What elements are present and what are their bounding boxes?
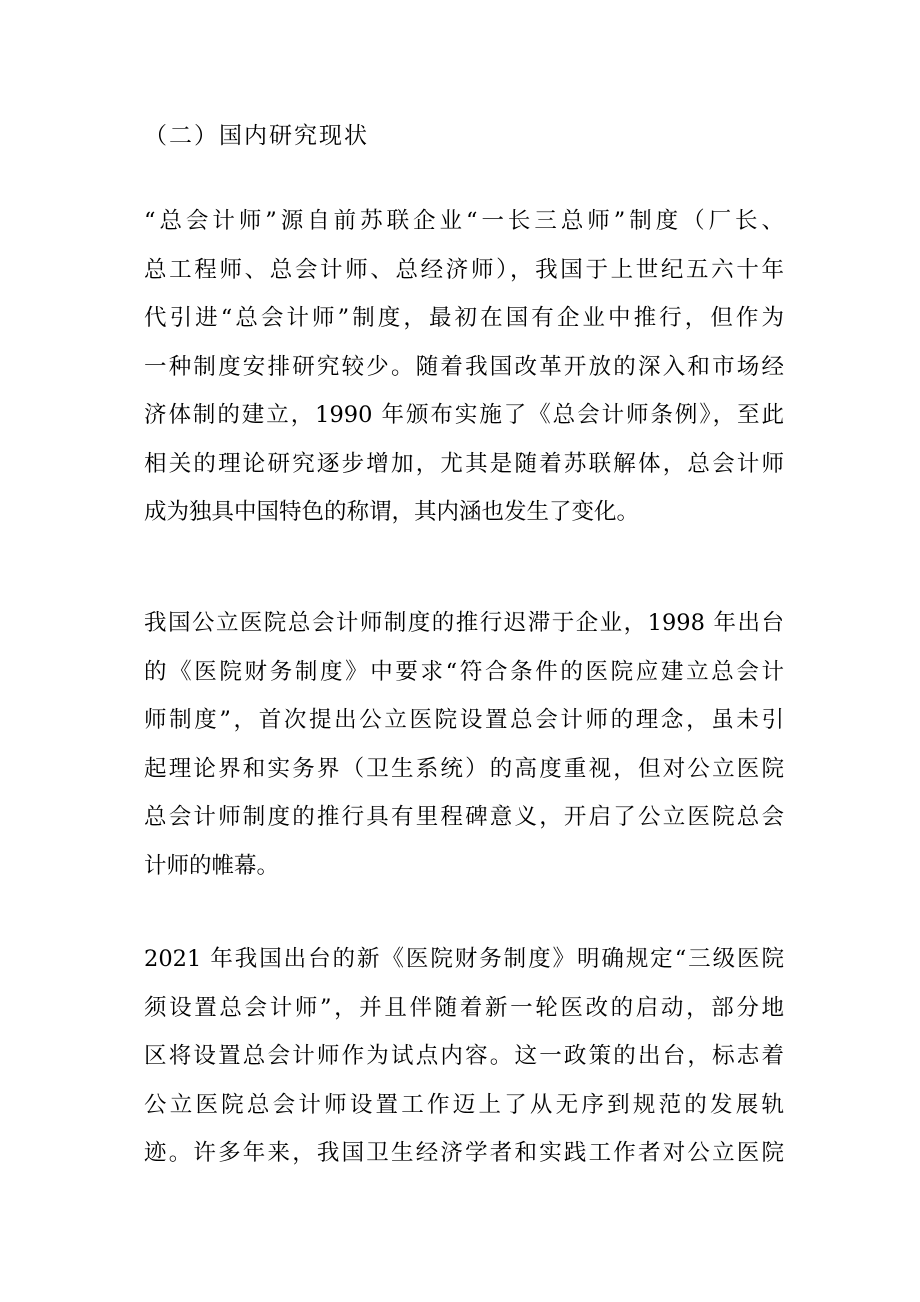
text-line: “总会计师”源自前苏联企业“一长三总师”制度（厂长、	[144, 208, 784, 234]
text-line: 成为独具中国特色的称谓，其内涵也发生了变化。	[144, 499, 640, 525]
text-line: 公立医院总会计师设置工作迈上了从无序到规范的发展轨	[144, 1091, 784, 1118]
text-line: 迹。许多年来，我国卫生经济学者和实践工作者对公立医院	[144, 1140, 784, 1166]
paragraph-chief-accountant-origin	[144, 197, 784, 537]
text-line: 的《医院财务制度》中要求“符合条件的医院应建立总会计	[144, 658, 784, 685]
text-line: 起理论界和实务界（卫生系统）的高度重视，但对公立医院	[144, 755, 784, 782]
text-line: 总会计师制度的推行具有里程碑意义，开启了公立医院总会	[144, 804, 784, 830]
text-line: 一种制度安排研究较少。随着我国改革开放的深入和市场经	[144, 353, 784, 380]
text-line: 须设置总会计师”，并且伴随着新一轮医改的启动，部分地	[144, 994, 784, 1021]
paragraph-hospital-system-2021	[144, 935, 784, 1178]
paragraph-hospital-system-1998	[144, 599, 784, 890]
text-line: 师制度”，首次提出公立医院设置总会计师的理念，虽未引	[144, 707, 784, 733]
text-line: 代引进“总会计师”制度，最初在国有企业中推行，但作为	[144, 305, 784, 331]
text-line: 相关的理论研究逐步增加，尤其是随着苏联解体，总会计师	[144, 450, 784, 477]
section-heading: （二）国内研究现状	[144, 123, 369, 149]
text-line: 计师的帷幕。	[144, 852, 280, 879]
text-line: 总工程师、总会计师、总经济师），我国于上世纪五六十年	[144, 256, 784, 283]
text-line: 2021 年我国出台的新《医院财务制度》明确规定“三级医院	[144, 946, 784, 972]
text-line: 济体制的建立，1990 年颁布实施了《总会计师条例》，至此	[144, 402, 784, 428]
text-line: 我国公立医院总会计师制度的推行迟滞于企业，1998 年出台	[144, 610, 784, 636]
text-line: 区将设置总会计师作为试点内容。这一政策的出台，标志着	[144, 1043, 784, 1069]
